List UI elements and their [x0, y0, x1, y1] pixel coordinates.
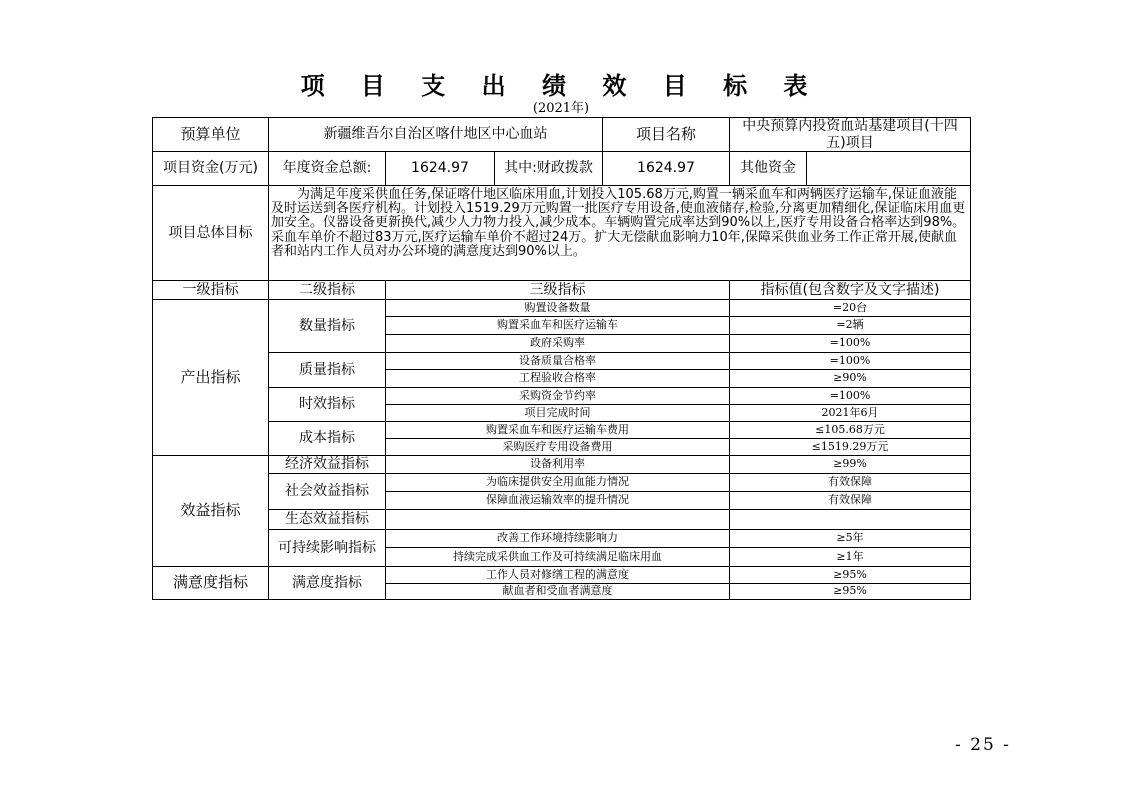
indicator-value: ≥99%: [729, 455, 971, 474]
fiscal-label: 其中:财政拨款: [494, 151, 603, 186]
level1-satisfaction: 满意度指标: [152, 566, 269, 600]
indicator-name: 持续完成采供血工作及可持续满足临床用血: [385, 547, 730, 567]
other-funds-value: [806, 151, 971, 186]
indicator-value: 2021年6月: [729, 404, 971, 422]
level2-sustainable: 可持续影响指标: [268, 529, 386, 567]
indicator-value: =20台: [729, 299, 971, 317]
indicator-value: ≥95%: [729, 583, 971, 600]
indicator-name: 政府采购率: [385, 334, 730, 353]
indicator-value: ≥90%: [729, 369, 971, 388]
indicator-value: [729, 509, 971, 530]
indicator-value: ≤1519.29万元: [729, 438, 971, 456]
indicator-name: 献血者和受血者满意度: [385, 583, 730, 600]
indicator-value: ≤105.68万元: [729, 421, 971, 439]
page-title: 项 目 支 出 绩 效 目 标 表: [300, 72, 822, 100]
level1-output: 产出指标: [152, 299, 269, 456]
funds-label: 项目资金(万元): [152, 151, 269, 186]
indicator-value: =2辆: [729, 316, 971, 335]
indicator-value: ≥1年: [729, 547, 971, 567]
indicator-value: =100%: [729, 387, 971, 405]
indicator-name: 项目完成时间: [385, 404, 730, 422]
indicator-name: 购置采血车和医疗运输车费用: [385, 421, 730, 439]
col-level2: 二级指标: [268, 280, 386, 300]
indicator-name: 设备利用率: [385, 455, 730, 474]
level2-quantity: 数量指标: [268, 299, 386, 353]
col-level3: 三级指标: [385, 280, 730, 300]
year-subtitle: (2021年): [532, 101, 590, 116]
fiscal-value: 1624.97: [602, 151, 730, 186]
indicator-name: 工作人员对修缮工程的满意度: [385, 566, 730, 584]
indicator-name: 采购资金节约率: [385, 387, 730, 405]
level2-social: 社会效益指标: [268, 473, 386, 510]
indicator-name: 改善工作环境持续影响力: [385, 529, 730, 548]
indicator-value: 有效保障: [729, 473, 971, 492]
budget-unit-label: 预算单位: [152, 117, 269, 152]
overall-goal-text: 为满足年度采供血任务,保证喀什地区临床用血,计划投入105.68万元,购置一辆采血车和两辆医疗运输车,保证血液能及时运送到各医疗机构。计划投入1519.29万元购置一批医疗专用设备,使血液储存,检验,分离更加精细化,保证临床用血更加安全。仪器设备更新换代,减少人力物力投入,减少成本。车辆购置完成率达到90%以上,医疗专用设备合格率达到98%。采血车单价不超过83万元,医疗运输车单价不超过24万。扩大无偿献血影响力10年,保障采供血业务工作正常开展,使献血者和站内工作人员对办公环境的满意度达到90%以上。: [268, 185, 971, 281]
level1-benefit: 效益指标: [152, 455, 269, 567]
indicator-value: ≥5年: [729, 529, 971, 548]
page-number: - 25 -: [955, 735, 1011, 755]
indicator-value: ≥95%: [729, 566, 971, 584]
indicator-name: [385, 509, 730, 530]
indicator-name: 工程验收合格率: [385, 369, 730, 388]
indicator-value: =100%: [729, 352, 971, 370]
indicator-name: 采购医疗专用设备费用: [385, 438, 730, 456]
indicator-value: =100%: [729, 334, 971, 353]
indicator-name: 保障血液运输效率的提升情况: [385, 491, 730, 510]
indicator-name: 设备质量合格率: [385, 352, 730, 370]
level2-satisfaction: 满意度指标: [268, 566, 386, 600]
budget-unit-value: 新疆维吾尔自治区喀什地区中心血站: [268, 117, 603, 152]
col-level1: 一级指标: [152, 280, 269, 300]
level2-cost: 成本指标: [268, 421, 386, 456]
indicator-name: 购置设备数量: [385, 299, 730, 317]
level2-economic: 经济效益指标: [268, 455, 386, 474]
level2-timeliness: 时效指标: [268, 387, 386, 422]
level2-ecological: 生态效益指标: [268, 509, 386, 530]
indicator-name: 购置采血车和医疗运输车: [385, 316, 730, 335]
annual-total-value: 1624.97: [385, 151, 495, 186]
overall-goal-label: 项目总体目标: [152, 185, 269, 281]
other-funds-label: 其他资金: [729, 151, 807, 186]
project-name-value: 中央预算内投资血站基建项目(十四五)项目: [729, 117, 971, 152]
level2-quality: 质量指标: [268, 352, 386, 388]
col-value: 指标值(包含数字及文字描述): [729, 280, 971, 300]
indicator-name: 为临床提供安全用血能力情况: [385, 473, 730, 492]
annual-total-label: 年度资金总额:: [268, 151, 386, 186]
indicator-value: 有效保障: [729, 491, 971, 510]
project-name-label: 项目名称: [602, 117, 730, 152]
